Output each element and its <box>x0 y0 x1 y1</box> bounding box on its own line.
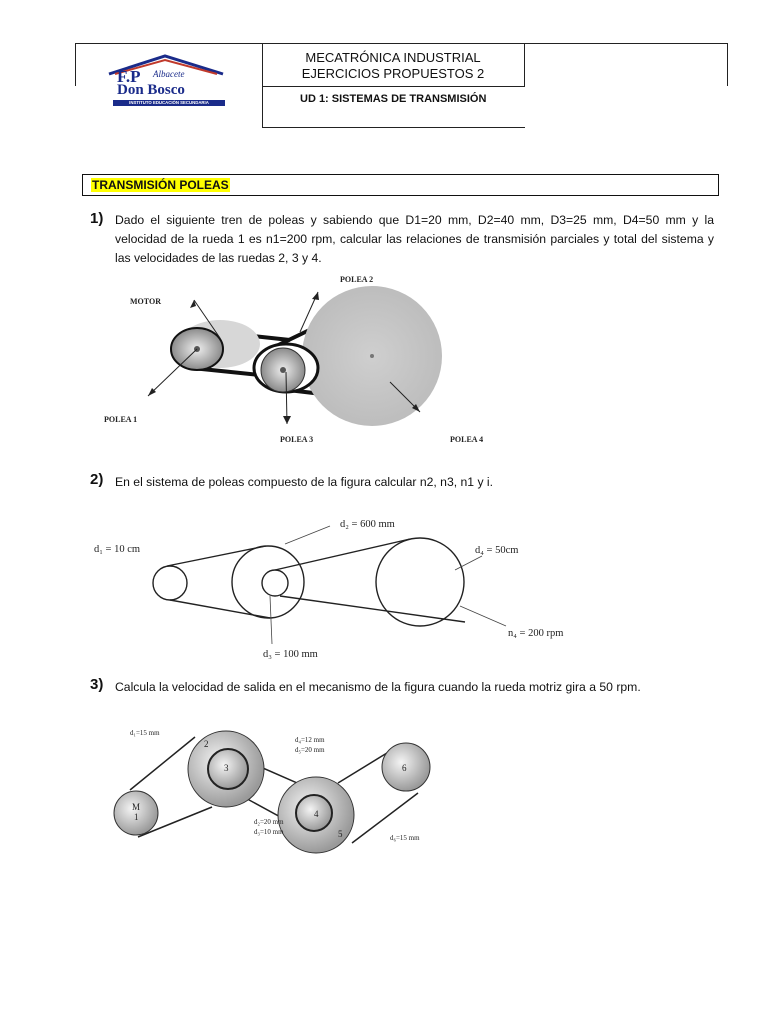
label-d1-15: d₁=15 mm <box>130 729 160 737</box>
label-polea-2: POLEA 2 <box>340 275 374 284</box>
label-d4-12: d₄=12 mm <box>295 736 325 744</box>
section-title: TRANSMISIÓN POLEAS <box>92 178 229 192</box>
pulley-4-hub <box>370 354 374 358</box>
pulley-d3 <box>262 570 288 596</box>
unit-title: UD 1: SISTEMAS DE TRANSMISIÓN <box>300 93 487 105</box>
pulley-3-hub <box>280 367 286 373</box>
header-left-rule <box>75 43 76 86</box>
header-divider-2 <box>524 43 525 86</box>
label-motor: MOTOR <box>130 297 161 306</box>
label-d6-15: d₆=15 mm <box>390 834 420 842</box>
question-2-number: 2) <box>90 471 104 488</box>
wheel-1-label: 1 <box>134 812 139 822</box>
question-1-number: 1) <box>90 210 104 227</box>
pulley-d1 <box>153 566 187 600</box>
label-d3-10: d₃=10 mm <box>254 828 284 836</box>
question-3-text: Calcula la velocidad de salida en el mecanismo de la figura cuando la rueda motriz gira a 50 rpm. <box>115 680 641 694</box>
logo-name: Don Bosco <box>117 82 185 98</box>
course-subtitle: EJERCICIOS PROPUESTOS 2 <box>301 66 485 81</box>
logo-script: Albacete <box>153 69 185 79</box>
figure-pulley-train <box>90 272 530 452</box>
pulley-d4 <box>376 538 464 626</box>
logo-sub: INSTITUTO EDUCACIÓN SECUNDARIA <box>129 100 209 105</box>
header-mid-rule <box>262 86 525 87</box>
label-d2-20: d₂=20 mm <box>254 818 284 826</box>
figure-gear-train <box>100 715 460 865</box>
wheel-5-label: 5 <box>338 829 343 839</box>
wheel-3-label: 3 <box>224 763 229 773</box>
header-right-rule <box>727 43 728 86</box>
wheel-2-label: 2 <box>204 739 209 749</box>
section-box <box>82 174 719 196</box>
wheel-4-label: 4 <box>314 809 319 819</box>
label-n4: n₄ = 200 rpm <box>508 628 564 639</box>
course-title: MECATRÓNICA INDUSTRIAL <box>305 50 481 65</box>
logo-fp: F.P <box>117 67 141 86</box>
label-d2: d₂ = 600 mm <box>340 519 395 530</box>
label-polea-3: POLEA 3 <box>280 435 314 444</box>
label-d1: d₁ = 10 cm <box>94 544 141 555</box>
header-top-rule <box>75 43 728 44</box>
label-polea-1: POLEA 1 <box>104 415 138 424</box>
label-d3: d₃ = 100 mm <box>263 649 318 660</box>
question-2-text: En el sistema de poleas compuesto de la figura calcular n2, n3, n1 y i. <box>115 475 494 489</box>
label-d5-20: d₅=20 mm <box>295 746 325 754</box>
question-1-text: Dado el siguiente tren de poleas y sabiendo que D1=20 mm, D2=40 mm, D3=25 mm, D4=50 mm y la velocidad de la rueda 1 es n1=200 rpm, calcular las relaciones de transmisión parciales y total del sistema y las velocidades de las ruedas 2, 3 y 4. <box>115 213 714 265</box>
header-bottom-rule <box>262 127 525 128</box>
question-3-number: 3) <box>90 676 104 693</box>
pulley-d2 <box>232 546 304 618</box>
figure-compound-pulleys <box>90 510 590 665</box>
wheel-6-label: 6 <box>402 763 407 773</box>
label-d4: d₄ = 50cm <box>475 545 519 556</box>
label-polea-4: POLEA 4 <box>450 435 484 444</box>
wheel-1-label-m: M <box>132 802 141 812</box>
